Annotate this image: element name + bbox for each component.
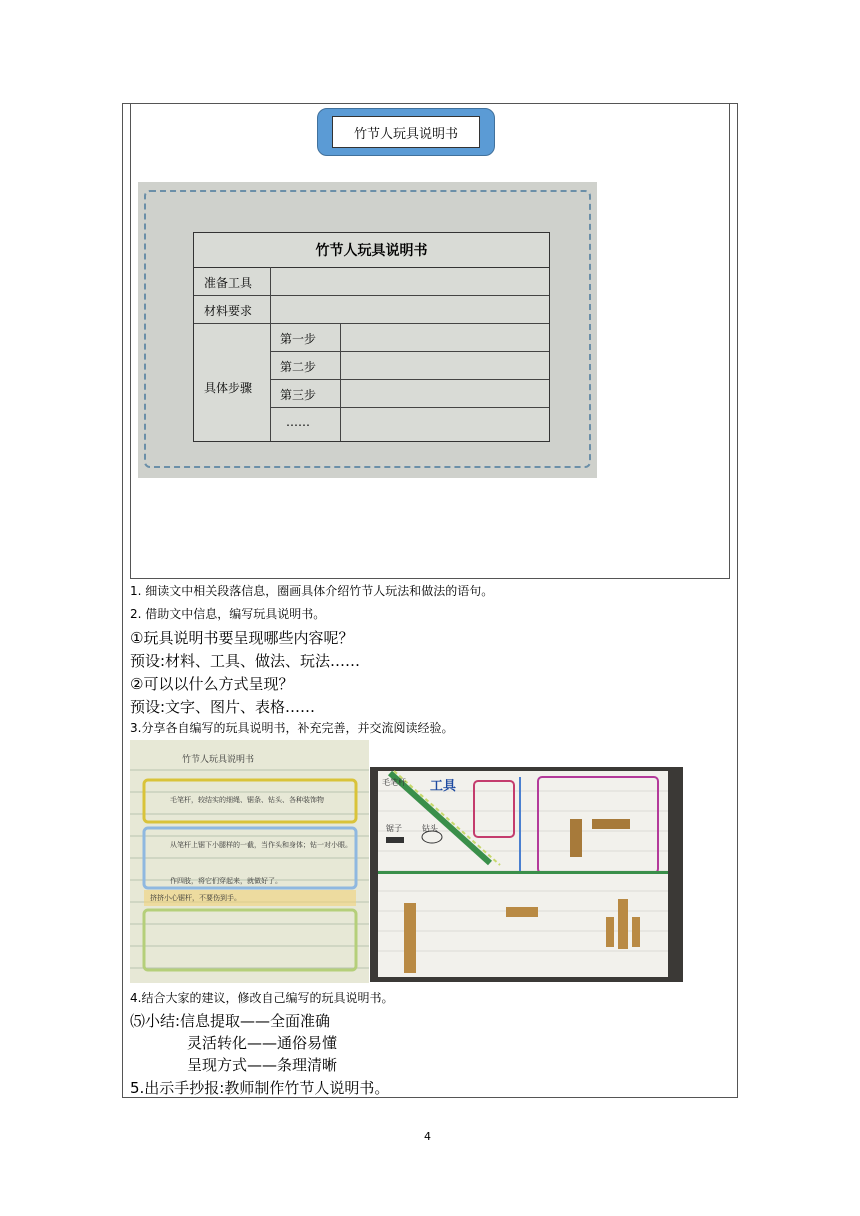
form-photo [138, 182, 597, 478]
notebook-drawing [130, 740, 369, 983]
toy-manual-form [193, 232, 550, 442]
step-row: 第一步 [270, 323, 549, 352]
poster-drawing [370, 767, 683, 982]
form-row-label: 材料要求 [204, 304, 253, 318]
step-row: 第三步 [270, 379, 549, 408]
form-row-label: 准备工具 [204, 276, 253, 290]
page-number: 4 [424, 1130, 431, 1143]
question-2: ②可以以什么方式呈现？ [130, 675, 294, 693]
summary-3: 呈现方式——条理清晰 [187, 1056, 338, 1074]
form-title: 竹节人玩具说明书 [194, 233, 549, 268]
summary-1: ⑸小结:信息提取——全面准确 [130, 1012, 331, 1030]
preset-2: 预设:文字、图片、表格…… [130, 698, 316, 716]
steps-label: 具体步骤 [204, 381, 253, 395]
question-1: ①玩具说明书要呈现哪些内容呢？ [130, 629, 354, 647]
step-1-text: 1. 细读文中相关段落信息，圈画具体介绍竹节人玩法和做法的语句。 [130, 584, 494, 598]
title-banner [317, 108, 495, 156]
poster-photo: 工具 锯子 钻头 毛笔杆 [370, 767, 683, 982]
step-2-text: 2. 借助文中信息，编写玩具说明书。 [130, 607, 326, 621]
preset-1: 预设:材料、工具、做法、玩法…… [130, 652, 361, 670]
step-5-text: 5.出示手抄报:教师制作竹节人说明书。 [130, 1079, 390, 1097]
poster-title: 工具 [430, 779, 457, 794]
handwritten-manual-photo: 竹节人玩具说明书 毛笔杆，较结实的细绳、锯条、钻头、各种装饰物 从笔杆上锯下小腿样的一截，当作头和身体；钻一对小眼。 作四肢，将它们穿起来，就做好了。 挤挤小心锯杆，不要伤到手。 [130, 740, 369, 983]
form-row [194, 295, 549, 324]
step-row: …… [286, 415, 310, 429]
step-4-text: 4.结合大家的建议，修改自己编写的玩具说明书。 [130, 991, 394, 1005]
summary-2: 灵活转化——通俗易懂 [187, 1034, 338, 1052]
note-title: 竹节人玩具说明书 [182, 755, 255, 765]
step-3-text: 3.分享各自编写的玩具说明书，补充完善，并交流阅读经验。 [130, 721, 454, 735]
form-row [194, 267, 549, 296]
step-row: 第二步 [270, 351, 549, 380]
title-banner-text: 竹节人玩具说明书 [332, 116, 480, 148]
